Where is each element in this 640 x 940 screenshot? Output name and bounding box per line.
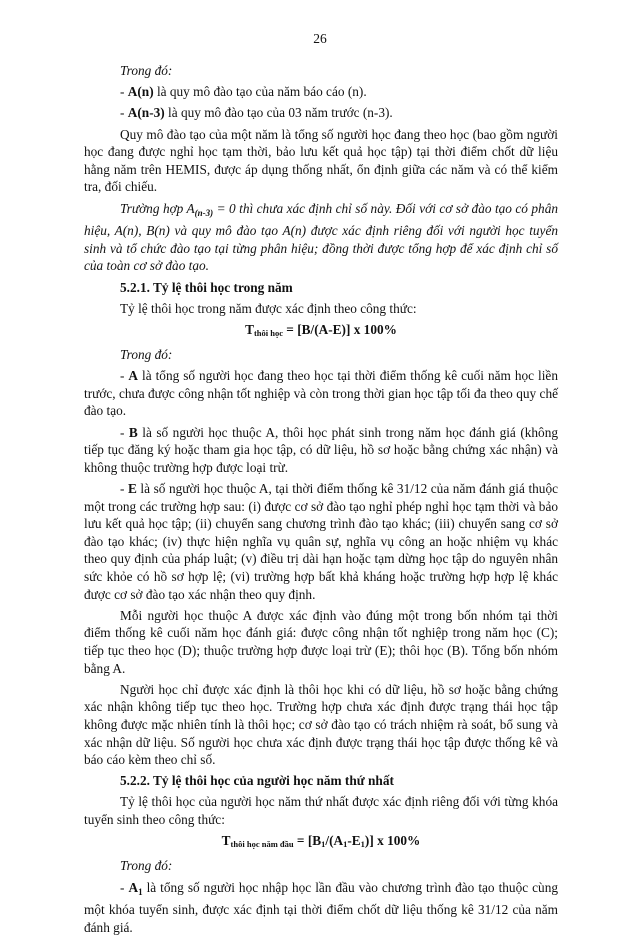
paragraph-dropout-confirmation: Người học chỉ được xác định là thôi học khi có dữ liệu, hồ sơ hoặc bằng chứng xác nhận không tiếp tục theo học. Trường hợp chưa xác định được trạng thái học tập không được mặc nhiên tính là thôi học; cơ sở đào tạo có trách nhiệm rà soát, bổ sung và xác nhận dữ liệu. Số người học chưa xác định được trạng thái học tập được thống kê và báo cáo kèm theo chỉ số. bbox=[84, 681, 558, 768]
formula-first-year-dropout-rate bbox=[84, 832, 558, 854]
formula-part: )] x 100% bbox=[364, 833, 421, 849]
subscript-n-3: (n-3) bbox=[194, 207, 214, 218]
formula-subscript: thôi học bbox=[253, 327, 283, 338]
term-a-n: A(n) bbox=[127, 84, 154, 100]
paragraph-special-case bbox=[84, 200, 558, 275]
bullet-dash: - bbox=[120, 368, 129, 384]
paragraph-term-e bbox=[84, 480, 558, 603]
formula-subscript: 1 bbox=[321, 839, 326, 850]
term-definition: là tổng số người học nhập học lần đầu vào chương trình đào tạo thuộc cùng một khóa tuyển sinh, được xác định tại thời điểm chốt dữ liệu thống kê 31/12 của năm đánh giá. bbox=[84, 879, 558, 935]
paragraph-first-year-intro: Tỷ lệ thôi học của người học năm thứ nhất được xác định riêng đối với từng khóa tuyển sinh theo công thức: bbox=[84, 794, 558, 828]
formula-expression: = [B/(A-E)] x 100% bbox=[282, 321, 397, 337]
paragraph-where-label: Trong đó: bbox=[120, 63, 173, 78]
section-heading-5-2-1: 5.2.1. Tỷ lệ thôi học trong năm bbox=[120, 279, 293, 295]
paragraph-training-scale: Quy mô đào tạo của một năm là tổng số người học đang theo học (bao gồm người học đang được nghỉ học tạm thời, bảo lưu kết quả học tập) tại thời điểm chốt dữ liệu hằng năm trên HEMIS, được áp dụng thống nhất, ổn định giữa các năm và có thể kiểm tra, đối chiếu. bbox=[84, 126, 558, 195]
formula-symbol: T bbox=[245, 321, 254, 337]
formula-subscript: 1 bbox=[360, 839, 365, 850]
paragraph-term-a1 bbox=[84, 879, 558, 937]
bullet-dash: - bbox=[120, 481, 128, 496]
formula-part: /(A bbox=[325, 833, 344, 849]
paragraph-a-n-3 bbox=[84, 104, 558, 122]
term-definition: là quy mô đào tạo của năm báo cáo (n). bbox=[153, 84, 367, 100]
paragraph-a-n bbox=[84, 83, 558, 101]
bullet-dash: - bbox=[120, 879, 129, 895]
paragraph-four-groups: Mỗi người học thuộc A được xác định vào đúng một trong bốn nhóm tại thời điểm thống kê cuối năm học đánh giá: được công nhận tốt nghiệp trong năm học (C); tiếp tục theo học (D); thuộc trường hợp được loại trừ (E); thôi học (B). Tổng bốn nhóm bằng A. bbox=[84, 607, 558, 676]
paragraph-where-label: Trong đó: bbox=[120, 858, 173, 874]
special-case-text: = 0 thì chưa xác định chỉ số này. Đối với cơ sở đào tạo có phân hiệu, A(n), B(n) và quy mô đào tạo A(n) được xác định riêng đối với người học tuyển sinh và tổ chức đào tạo tại từng phân hiệu; đồng thời được tổng hợp để xác định chỉ số của toàn cơ sở đào tạo. bbox=[84, 200, 558, 274]
formula-part: -E bbox=[347, 833, 361, 849]
special-case-lead: Trường hợp A bbox=[120, 200, 195, 216]
term-subscript: 1 bbox=[138, 886, 143, 897]
term-e: E bbox=[128, 481, 137, 496]
bullet-dash: - bbox=[120, 105, 128, 121]
paragraph-term-b bbox=[84, 424, 558, 477]
bullet-dash: - bbox=[120, 424, 129, 440]
paragraph-where-label: Trong đó: bbox=[120, 347, 173, 363]
section-heading-5-2-2: 5.2.2. Tỷ lệ thôi học của người học năm thứ nhất bbox=[120, 773, 394, 789]
term-a1: A bbox=[128, 879, 139, 895]
term-definition: là tổng số người học đang theo học tại thời điểm thống kê cuối năm học liền trước, chưa được công nhận tốt nghiệp và còn trong thời gian học tập tối đa theo quy chế đào tạo. bbox=[84, 368, 558, 419]
term-definition: là quy mô đào tạo của 03 năm trước (n-3). bbox=[164, 105, 393, 121]
document-body bbox=[84, 62, 558, 940]
formula-dropout-rate bbox=[84, 321, 558, 343]
bullet-dash: - bbox=[120, 84, 128, 100]
term-a-n-3: A(n-3) bbox=[127, 105, 165, 121]
formula-subscript: thôi học năm đầu bbox=[230, 839, 294, 850]
term-definition: là số người học thuộc A, thôi học phát sinh trong năm học đánh giá (không tiếp tục đăng ký hoặc tham gia học tập, có dữ liệu, hồ sơ hoặc bằng chứng xác nhận) và không thuộc trường hợp được loại trừ. bbox=[84, 424, 558, 475]
formula-symbol: T bbox=[221, 833, 231, 849]
term-b: B bbox=[128, 424, 138, 440]
formula-part: = [B bbox=[293, 833, 322, 849]
formula-subscript: 1 bbox=[343, 839, 348, 850]
paragraph-formula-intro: Tỷ lệ thôi học trong năm được xác định theo công thức: bbox=[120, 300, 417, 316]
page-number: 26 bbox=[313, 31, 327, 46]
paragraph-term-a bbox=[84, 367, 558, 420]
term-definition: là số người học thuộc A, tại thời điểm thống kê 31/12 của năm đánh giá thuộc một trong các trường hợp sau: (i) được cơ sở đào tạo nghỉ phép nghỉ học tạm thời và bảo lưu kết quả học tập; (ii) chuyển sang chương trình đào tạo khác; (iii) chuyển sang cơ sở đào tạo khác; (iv) thực hiện nghĩa vụ quân sự, nghĩa vụ công an hoặc nhiệm vụ khác theo quy định của pháp luật; (v) điều trị dài hạn hoặc tạm dừng học tập do nguyên nhân sức khỏe có hồ sơ hợp lệ; (vi) trường hợp bất khả kháng hoặc trường hợp hợp lệ khác được cơ sở đào tạo xác nhận theo quy định. bbox=[84, 481, 558, 602]
term-a: A bbox=[128, 368, 139, 384]
